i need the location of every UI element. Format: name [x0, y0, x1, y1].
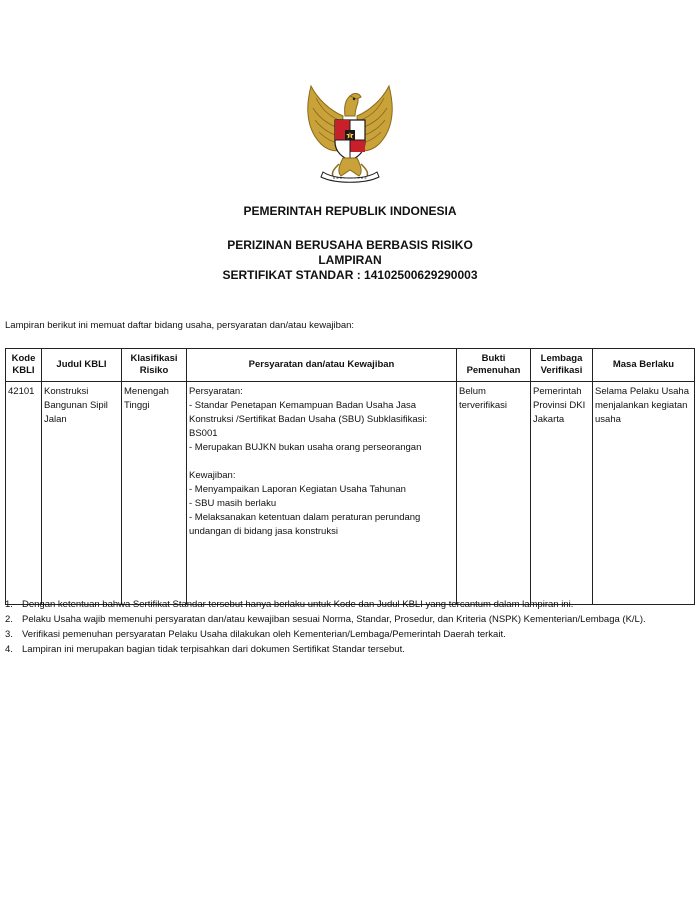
intro-text: Lampiran berikut ini memuat daftar bidang usaha, persyaratan dan/atau kewajiban:: [5, 320, 355, 331]
kewajiban-item: - Melaksanakan ketentuan dalam peraturan perundang undangan di bidang jasa konstruksi: [189, 512, 421, 537]
note-item: 3. Verifikasi pemenuhan persyaratan Pelaku Usaha dilakukan oleh Kementerian/Lembaga/Pemerintah Daerah terkait.: [5, 629, 506, 640]
cell-klasifikasi: Menengah Tinggi: [122, 382, 187, 605]
header-lembaga-verifikasi: Lembaga Verifikasi: [531, 349, 593, 382]
note-item: 1. Dengan ketentuan bahwa Sertifikat Standar tersebut hanya berlaku untuk Kode dan Judul KBLI yang tercantum dalam lampiran ini.: [5, 599, 574, 610]
header-bukti-pemenuhan: Bukti Pemenuhan: [457, 349, 531, 382]
persyaratan-item: - Standar Penetapan Kemampuan Badan Usaha Jasa Konstruksi /Sertifikat Badan Usaha (SBU) Subklasifikasi: BS001: [189, 400, 428, 439]
cell-lembaga: Pemerintah Provinsi DKI Jakarta: [531, 382, 593, 605]
government-title: PEMERINTAH REPUBLIK INDONESIA: [243, 204, 457, 218]
cell-masa: Selama Pelaku Usaha menjalankan kegiatan usaha: [593, 382, 695, 605]
header-judul-kbli: Judul KBLI: [42, 349, 122, 382]
table-row: [6, 382, 695, 605]
note-item: 4. Lampiran ini merupakan bagian tidak terpisahkan dari dokumen Sertifikat Standar tersebut.: [5, 644, 405, 655]
notes-list: [5, 598, 695, 658]
header-persyaratan: Persyaratan dan/atau Kewajiban: [187, 349, 457, 382]
kewajiban-item: - Menyampaikan Laporan Kegiatan Usaha Tahunan: [189, 484, 406, 495]
doc-title-line-2: LAMPIRAN: [318, 253, 382, 267]
cell-judul: Konstruksi Bangunan Sipil Jalan: [42, 382, 122, 605]
garuda-emblem-icon: [299, 80, 401, 184]
kewajiban-item: - SBU masih berlaku: [189, 498, 277, 509]
kewajiban-section: Kewajiban: - Menyampaikan Laporan Kegiatan Usaha Tahunan - SBU masih berlaku - Melaksanakan ketentuan dalam peraturan perundang undangan di bidang jasa konstruksi: [189, 469, 455, 539]
doc-title-line-3: SERTIFIKAT STANDAR : 14102500629290003: [222, 268, 478, 282]
table-header-row: [6, 349, 695, 382]
doc-title-line-1: PERIZINAN BERUSAHA BERBASIS RISIKO: [227, 238, 473, 252]
header-klasifikasi-risiko: Klasifikasi Risiko: [122, 349, 187, 382]
header-masa-berlaku: Masa Berlaku: [593, 349, 695, 382]
kbli-table: [5, 348, 695, 605]
cell-persyaratan: [187, 382, 457, 605]
cell-kode: 42101: [6, 382, 42, 605]
persyaratan-section: Persyaratan: - Standar Penetapan Kemampuan Badan Usaha Jasa Konstruksi /Sertifikat Badan Usaha (SBU) Subklasifikasi: BS001 - Merupakan BUJKN bukan usaha orang perseorangan: [189, 385, 455, 455]
persyaratan-item: - Merupakan BUJKN bukan usaha orang perseorangan: [189, 442, 422, 453]
cell-bukti: Belum terverifikasi: [457, 382, 531, 605]
header-kode-kbli: Kode KBLI: [6, 349, 42, 382]
document-title: [0, 238, 700, 283]
note-item: 2. Pelaku Usaha wajib memenuhi persyaratan dan/atau kewajiban sesuai Norma, Standar, Prosedur, dan Kriteria (NSPK) Kementerian/Lembaga (K/L).: [5, 614, 646, 625]
